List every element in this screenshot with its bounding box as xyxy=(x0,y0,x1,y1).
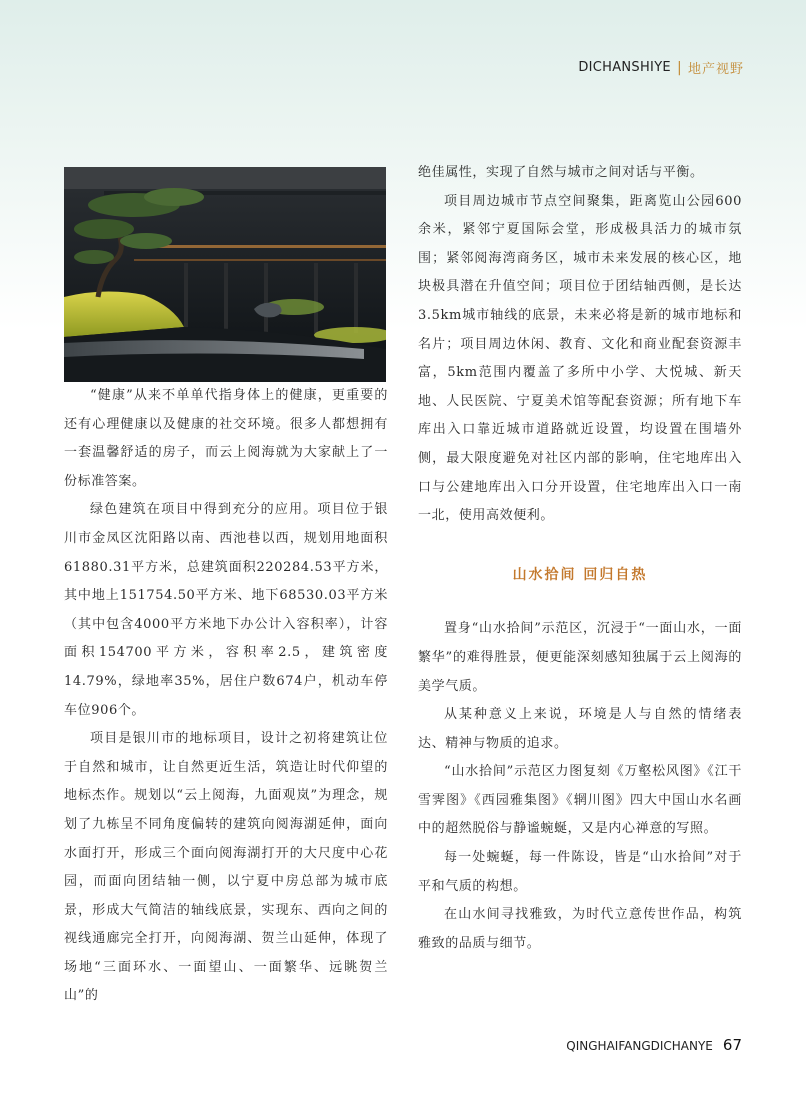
running-footer xyxy=(566,1036,742,1054)
running-header xyxy=(578,58,744,77)
paragraph: 在山水间寻找雅致，为时代立意传世作品，构筑雅致的品质与细节。 xyxy=(418,907,742,951)
pine-garden-illustration xyxy=(64,167,386,382)
section-name: 地产视野 xyxy=(687,62,744,77)
paragraph: 绿色建筑在项目中得到充分的应用。项目位于银川市金凤区沈阳路以南、西池巷以西，规划用地面积61880.31平方米，总建筑面积220284.53平方米，其中地上151754.50平方米、地下68530.03平方米（其中包含4000平方米地下办公计入容积率），计容面积154700平方米，容积率2.5，建筑密度14.79%，绿地率35%，居住户数674户，机动车停车位906个。 xyxy=(64,502,388,718)
section-heading: 山水拾间 回归自热 xyxy=(512,566,648,583)
landscape-photo xyxy=(64,167,386,382)
left-text-column xyxy=(64,382,388,1011)
paragraph: “山水拾间”示范区力图复刻《万壑松风图》《江干雪霁图》《西园雅集图》《辋川图》四大中国山水名画中的超然脱俗与静谧蜿蜒，又是内心禅意的写照。 xyxy=(418,764,742,837)
footer-magazine-name: QINGHAIFANGDICHANYE xyxy=(566,1039,713,1053)
paragraph: 置身“山水拾间”示范区，沉浸于“一面山水，一面繁华”的难得胜景，便更能深刻感知独属于云上阅海的美学气质。 xyxy=(418,621,742,694)
paragraph: 每一处蜿蜒，每一件陈设，皆是“山水拾间”对于平和气质的构想。 xyxy=(418,850,742,894)
paragraph: 项目周边城市节点空间聚集，距离览山公园600余米，紧邻宁夏国际会堂，形成极具活力的城市氛围；紧邻阅海湾商务区，城市未来发展的核心区，地块极具潜在升值空间；项目位于团结轴西侧，是长达3.5km城市轴线的底景，未来必将是新的城市地标和名片；项目周边休闲、教育、文化和商业配套资源丰富，5km范围内覆盖了多所中小学、大悦城、新天地、人民医院、宁夏美术馆等配套资源；所有地下车库出入口靠近城市道路就近设置，均设置在围墙外侧，最大限度避免对社区内部的影响，住宅地库出入口与公建地库出入口分开设置，住宅地库出入口一南一北，使用高效便利。 xyxy=(418,193,742,524)
page-number: 67 xyxy=(722,1036,742,1054)
right-text-column xyxy=(418,159,742,958)
paragraph: 项目是银川市的地标项目，设计之初将建筑让位于自然和城市，让自然更近生活，筑造让时代仰望的地标杰作。规划以“云上阅海，九面观岚”为理念，规划了九栋呈不同角度偏转的建筑向阅海湖延伸，面向水面打开，形成三个面向阅海湖打开的大尺度中心花园，而面向团结轴一侧，以宁夏中房总部为城市底景，形成大气简洁的轴线底景，实现东、西向之间的视线通廊完全打开，向阅海湖、贺兰山延伸，体现了场地“三面环水、一面望山、一面繁华、远眺贺兰山”的 xyxy=(64,731,388,1004)
paragraph: 从某种意义上来说，环境是人与自然的情绪表达、精神与物质的追求。 xyxy=(418,707,742,751)
header-separator: | xyxy=(676,59,682,76)
paragraph: “健康”从来不单单代指身体上的健康，更重要的还有心理健康以及健康的社交环境。很多人都想拥有一套温馨舒适的房子，而云上阅海就为大家献上了一份标准答案。 xyxy=(64,388,388,489)
paragraph: 绝佳属性，实现了自然与城市之间对话与平衡。 xyxy=(418,165,704,180)
magazine-name: DICHANSHIYE xyxy=(578,60,671,75)
